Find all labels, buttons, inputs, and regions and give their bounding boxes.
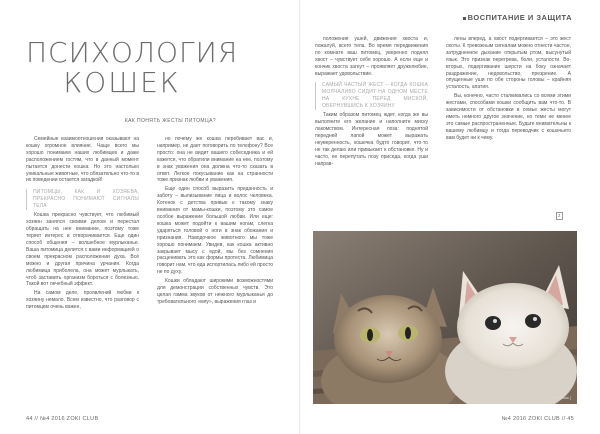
white-kitten (445, 265, 577, 404)
section-label: ВОСПИТАНИЕ И ЗАЩИТА (463, 13, 572, 22)
paragraph: Еще один способ выразить преданность и заботу – вылизывание лица и волос человека. Котенок с детства привык к такому знаку внимания от мамы-кошки, поэтому это самое особое выражение большой любви. Или еще: кошка может подойти к вашим ногам, слегка ударяться головой о ноги в знак обожания и признания. Наводочное животного мы тоже хорошо понимаем. Увидев, как кошка активно закрывает мысу с едой, мы без сомнения расценивать это как формы протеста. Любимица говорит нам, что еда испортилась либо ей просто не по духу. (157, 186, 273, 276)
folio-left: 44 // №4 2016 ZOKI CLUB (26, 416, 99, 422)
pull-quote: САМЫЙ ЧАСТЫЙ ЖЕСТ – КОГДА КОШКА МОЛЧАЛИВО СИДИТ НА ОДНОМ МЕСТЕ НА КУХНЕ ПЕРЕД МИСКОЙ, ОБЕРНУВШИСЬ К ХОЗЯИНУ (315, 82, 428, 110)
paragraph: но почему же кошка перебивает вас и, например, не дает поговорить по телефону? Все просто: она не видит вашего собеседника и ей кажется, что обратили внимание на нее, поэтому в знак уважения она должна что-то сказать в ответ. Легкое покусывание как на странности тоже признак любви и уважения. (157, 136, 273, 184)
paragraph: Семейные взаимоотношения оказывают на кошку огромное влияние. Чаще всего мы хорошо понимаем наших любимцев и даже расположением гостям, что в данный момент пытается донести кошка. Но это настолько уникальные животные, что обязательно что-то в их поведении остается загадкой! (26, 136, 139, 184)
end-of-article-mark: z (558, 213, 561, 219)
pull-quote: ПИТОМЦЫ, КАК И ХОЗЯЕВА, ПРЕКРАСНО ПОНИМАЮТ СИГНАЛЫ ТЕЛА (26, 189, 139, 210)
kittens-illustration (313, 231, 577, 404)
photo-credit: [ Фотобанк ] (548, 395, 571, 400)
paragraph: На самом деле, проявлений любви к хозяину немало. Всем известно, что разговор с питомцем очень важен, (26, 290, 139, 311)
two-kittens-photo (313, 231, 577, 404)
article-title (26, 36, 239, 99)
paragraph: Вы, конечно, часто сталкивались со всеми этими жестами, способами кошки сообщить вам что-то. В зависимости от обстановки в семье жесты могут иметь немного другое значение, но теми не менее это самые распространенные. Будьте внимательны к вашему любимцу и тогда переводчик с кошачьего вам будет ни к чему. (446, 93, 571, 141)
paragraph: положения ушей, движения хвоста и, пожалуй, всего тела. Во время передвижения по комнате ваш питомец, уверенно поднял хвост – чувствует себя хорошо. А если еще и кончик хвоста загнут – проявляет дружелюбие, выражает удовольствие. (315, 36, 428, 77)
text-column-4 (446, 36, 571, 224)
paragraph: Таким образом питомец ждет, когда же вы выполните его желание и наполните миску лакомством. Интересная поза: поднятой передней лапой может выражать неуверенность, кошечка будто говорит, что-то не так делаю или привыкает к обстановке. Ну и часто, ее перепутать позу приседа, когда уши направ- (315, 112, 428, 167)
text-column-2 (157, 136, 273, 406)
paragraph: Кошки обладают широкими возможностями для демонстрации собственных чувств. Это целая гамма звуков от нежного мурлыканья до требовательного «мяу», выражения глаз и (157, 278, 273, 305)
paragraph: Кошка прекрасно чувствует, что любимый хозяин занялся своими делом и перестал обращать на нее внимание, поэтому тоже теряет интерес и отворачивается. Еще один способ общения – волшебное мурлыканье. Ваша питомица делится с вами информацией о своем прекрасном расположении духа. Всё можно и другая причина урчания. Когда любимица приболела, она может мурлыкать, чтоб заставить организм бороться с болезнью. Такой вот лечебный эффект. (26, 212, 139, 288)
paragraph: лены вперед, а хвост подергивается – это жест охоты. К тревожным сигналам можно отнести частое, затрудненное дыхание открытым ртом, высунутый язык. Это признак перегрева, боли, усталости. Во-вторых, подергивание шерсти на боку означает раздражение, недовольство, презрение. А опущенные уши по обе стороны головы – крайняя усталость, апатия. (446, 36, 571, 91)
title-line-1: ПСИХОЛОГИЯ (26, 36, 239, 69)
folio-right: №4 2016 ZOKI CLUB // 45 (501, 416, 574, 422)
text-column-1 (26, 136, 139, 406)
article-subtitle: КАК ПОНЯТЬ ЖЕСТЫ ПИТОМЦА? (124, 118, 216, 124)
text-column-3 (315, 36, 428, 224)
title-line-2: КОШЕК (63, 66, 181, 99)
